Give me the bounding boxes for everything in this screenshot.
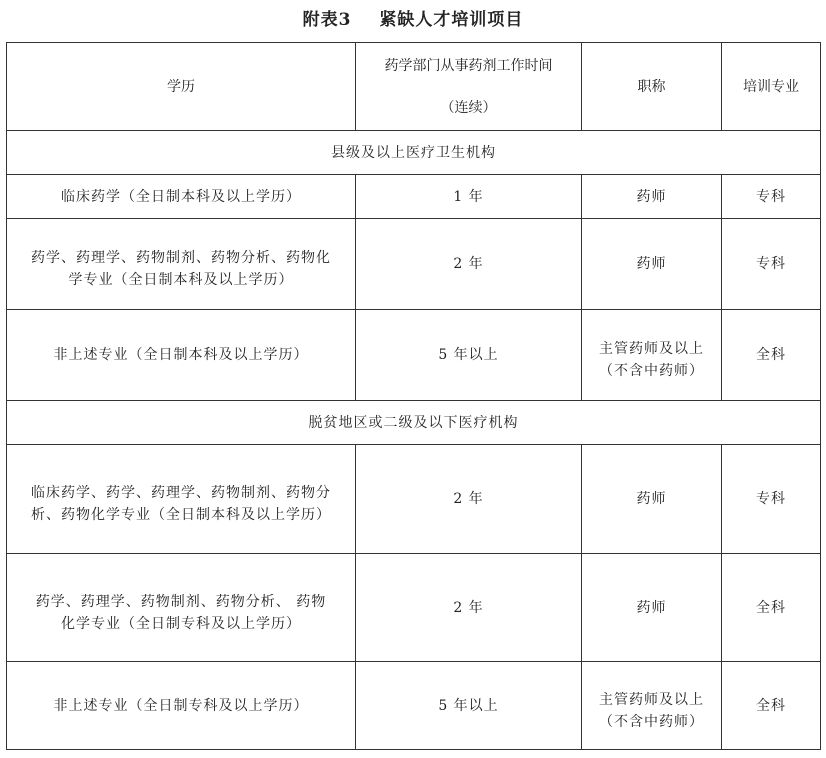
cell-line: 药师 [636, 188, 667, 205]
section-heading: 县级及以上医疗卫生机构 [7, 131, 821, 175]
cell-training: 全科 [722, 310, 821, 401]
cell-education [7, 219, 356, 310]
cell-title [582, 219, 722, 310]
cell-line: 药师 [636, 599, 667, 616]
appendix-label: 附表3 [302, 10, 352, 30]
table-row [7, 219, 821, 310]
cell-time: 2 年 [356, 445, 582, 554]
cell-line: 非上述专业（全日制专科及以上学历） [53, 697, 309, 714]
cell-education [7, 445, 356, 554]
cell-title [582, 662, 722, 750]
cell-training: 专科 [722, 175, 821, 219]
cell-title [582, 554, 722, 662]
cell-title [582, 175, 722, 219]
cell-time: 1 年 [356, 175, 582, 219]
table-row [7, 662, 821, 750]
cell-training: 专科 [722, 219, 821, 310]
cell-line: 学专业（全日制本科及以上学历） [68, 272, 294, 288]
cell-education [7, 310, 356, 401]
header-title: 职称 [582, 43, 722, 131]
cell-line: 药学、药理学、药物制剂、药物分析、 药物 [35, 593, 327, 610]
cell-line: 药学、药理学、药物制剂、药物分析、药物化 [31, 250, 331, 266]
cell-line: 药师 [636, 256, 667, 272]
cell-line: （不含中药师） [599, 363, 704, 379]
cell-line: 主管药师及以上 [599, 691, 704, 708]
header-work-time [356, 43, 582, 131]
cell-training: 全科 [722, 554, 821, 662]
section-heading-row [7, 401, 821, 445]
header-row [7, 43, 821, 131]
cell-title [582, 310, 722, 401]
cell-training: 专科 [722, 445, 821, 554]
cell-line: 临床药学、药学、药理学、药物制剂、药物分 [31, 485, 331, 501]
header-work-time-line1: 药学部门从事药剂工作时间 [384, 57, 553, 74]
header-education: 学历 [7, 43, 356, 131]
table-name: 紧缺人才培训项目 [379, 10, 524, 30]
header-training: 培训专业 [722, 43, 821, 131]
cell-time: 2 年 [356, 554, 582, 662]
cell-education [7, 554, 356, 662]
training-table [6, 42, 821, 750]
table-row [7, 175, 821, 219]
section-heading-row [7, 131, 821, 175]
cell-line: 临床药学（全日制本科及以上学历） [61, 188, 301, 205]
header-work-time-line2: （连续） [440, 99, 497, 116]
cell-education [7, 662, 356, 750]
table-title [0, 6, 826, 34]
cell-training: 全科 [722, 662, 821, 750]
cell-time: 2 年 [356, 219, 582, 310]
table-row [7, 445, 821, 554]
table-row [7, 310, 821, 401]
cell-line: 化学专业（全日制专科及以上学历） [61, 615, 301, 632]
section-heading: 脱贫地区或二级及以下医疗机构 [7, 401, 821, 445]
cell-time: 5 年以上 [356, 310, 582, 401]
cell-line: 非上述专业（全日制本科及以上学历） [53, 347, 309, 363]
cell-line: （不含中药师） [599, 713, 704, 730]
cell-title [582, 445, 722, 554]
cell-line: 析、药物化学专业（全日制本科及以上学历） [31, 507, 331, 523]
cell-line: 药师 [636, 491, 667, 507]
cell-education [7, 175, 356, 219]
cell-line: 主管药师及以上 [599, 341, 704, 357]
table-row [7, 554, 821, 662]
cell-time: 5 年以上 [356, 662, 582, 750]
